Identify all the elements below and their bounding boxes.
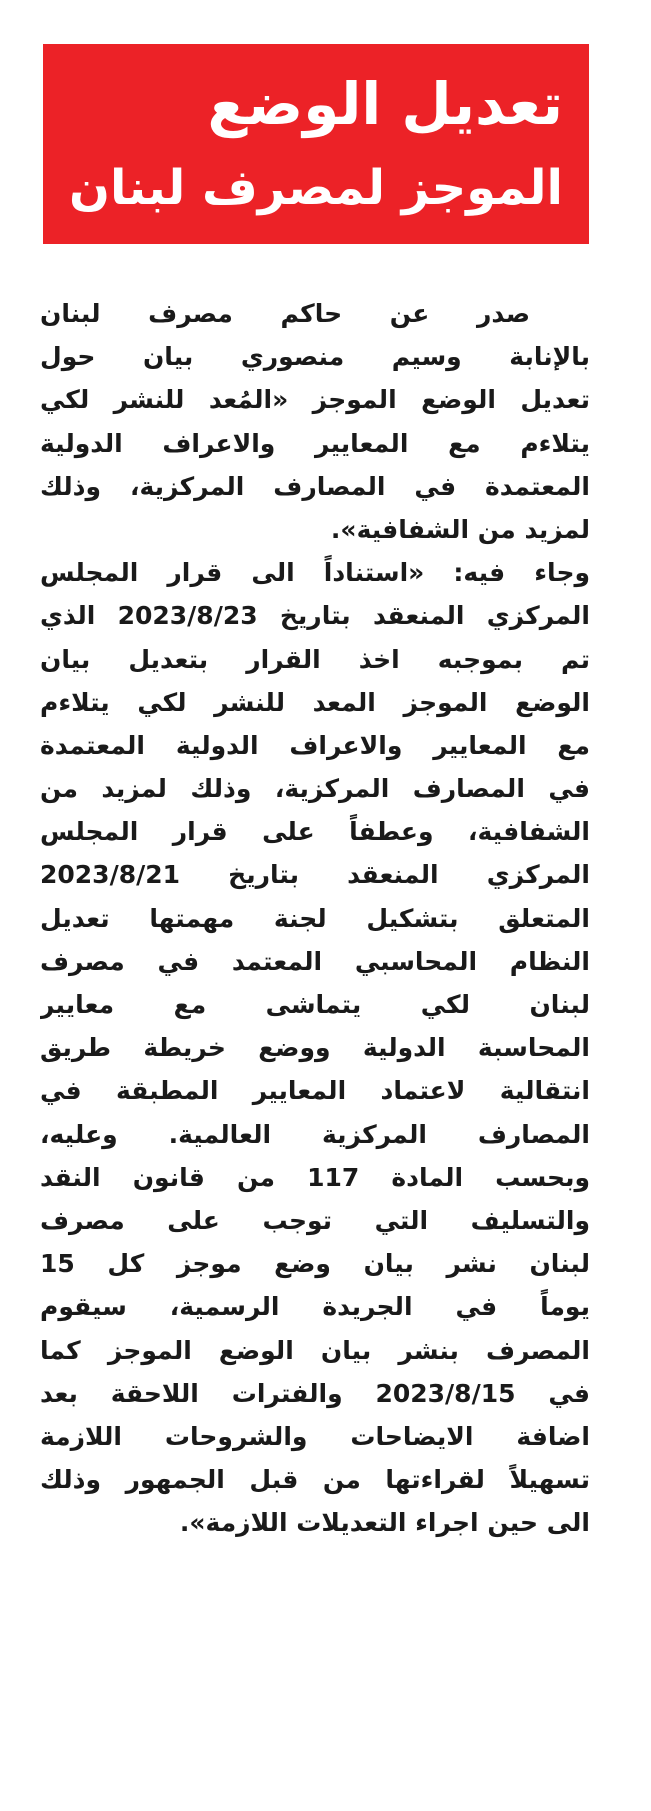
article-line: مع المعايير والاعراف الدولية المعتمدة: [40, 730, 590, 760]
article-line: لبنان لكي يتماشى مع معايير: [40, 990, 590, 1019]
article-line: لمزيد من الشفافية».: [330, 514, 590, 544]
article-line: لبنان نشر بيان وضع موجز كل 15: [40, 1249, 590, 1279]
article-line: وجاء فيه: «استناداً الى قرار المجلس: [40, 558, 590, 588]
article-line: تم بموجبه اخذ القرار بتعديل بيان: [40, 644, 590, 674]
article-line: الوضع الموجز المعد للنشر لكي يتلاءم: [40, 687, 590, 717]
article-line: بالإنابة وسيم منصوري بيان حول: [40, 342, 590, 372]
article-line: النظام المحاسبي المعتمد في مصرف: [40, 946, 590, 976]
headline-line-2: الموجز لمصرف لبنان: [69, 160, 563, 216]
headline-banner: [43, 44, 589, 244]
article-line: المصارف المركزية العالمية. وعليه،: [40, 1119, 590, 1149]
article-line: الى حين اجراء التعديلات اللازمة».: [179, 1508, 590, 1538]
headline-line-1: تعديل الوضع: [207, 70, 563, 138]
article-line: والتسليف التي توجب على مصرف: [40, 1205, 590, 1235]
article-line: المحاسبة الدولية ووضع خريطة طريق: [40, 1033, 590, 1063]
article-line: صدر عن حاكم مصرف لبنان: [40, 299, 530, 328]
article-line: المعتمدة في المصارف المركزية، وذلك: [40, 471, 590, 501]
article-line: المصرف بنشر بيان الوضع الموجز كما: [40, 1335, 590, 1365]
article-line: في المصارف المركزية، وذلك لمزيد من: [40, 774, 590, 804]
article-line: المتعلق بتشكيل لجنة مهمتها تعديل: [40, 903, 590, 933]
article-line: تسهيلاً لقراءتها من قبل الجمهور وذلك: [40, 1465, 590, 1495]
article-line: الشفافية، وعطفاً على قرار المجلس: [40, 817, 590, 847]
article-line: انتقالية لاعتماد المعايير المطبقة في: [40, 1076, 590, 1106]
article-body: [40, 292, 590, 1544]
article-line: المركزي المنعقد بتاريخ 2023/8/23 الذي: [40, 601, 590, 631]
article-line: يتلاءم مع المعايير والاعراف الدولية: [40, 428, 590, 458]
article-line: اضافة الايضاحات والشروحات اللازمة: [40, 1421, 590, 1451]
article-line: وبحسب المادة 117 من قانون النقد: [40, 1162, 590, 1192]
article-line: يوماً في الجريدة الرسمية، سيقوم: [40, 1292, 590, 1322]
article-line: تعديل الوضع الموجز «المُعد للنشر لكي: [40, 385, 590, 415]
article-line: المركزي المنعقد بتاريخ 2023/8/21: [40, 860, 590, 890]
article-line: في 2023/8/15 والفترات اللاحقة بعد: [40, 1378, 590, 1408]
